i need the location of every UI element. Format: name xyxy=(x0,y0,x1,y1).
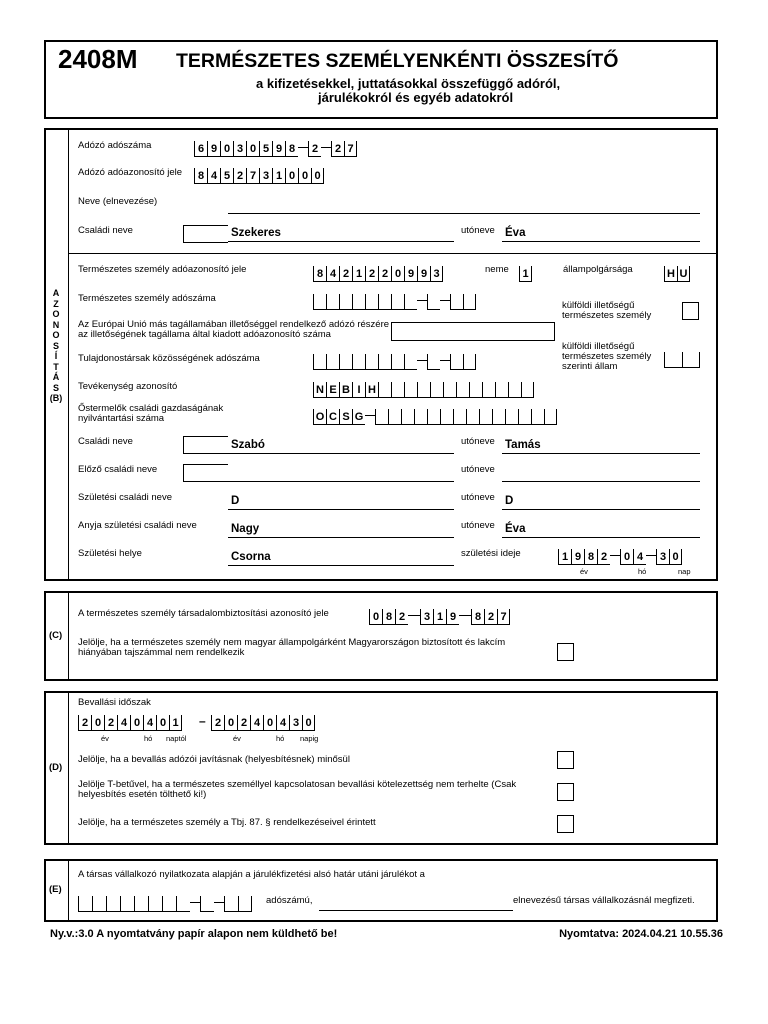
birth-date-label: születési ideje xyxy=(461,548,521,559)
family-name-label: Családi neve xyxy=(78,225,133,236)
tax-number-label: Adózó adószáma xyxy=(78,140,152,151)
birth-date-field[interactable]: 1 9 8 2 0 4 3 0 xyxy=(558,547,682,565)
mother-family-name-underline xyxy=(228,537,454,538)
company-name-field[interactable] xyxy=(228,213,700,214)
b-family-name-value[interactable]: Szabó xyxy=(231,439,265,451)
mother-first-name-underline xyxy=(502,537,700,538)
to-day-sublabel: napig xyxy=(300,734,319,743)
company-name-input[interactable] xyxy=(319,910,513,911)
birth-month-sublabel: hó xyxy=(638,567,647,576)
taj-label: A természetes személy társadalombiztosítási azonosító jele xyxy=(78,608,329,619)
citizenship-label: állampolgársága xyxy=(563,264,633,275)
family-name-value[interactable]: Szekeres xyxy=(231,227,281,239)
correction-label: Jelölje, ha a bevallás adózói javításnak (helyesbítésnek) minősül xyxy=(78,754,350,765)
birth-first-name-value[interactable]: D xyxy=(505,495,514,507)
tax-id-label: Adózó adóazonosító jele xyxy=(78,167,183,178)
birth-first-name-underline xyxy=(502,509,700,510)
person-tax-number-label: Természetes személy adószáma xyxy=(78,293,216,304)
tax-number-field[interactable]: 6 9 0 3 0 5 9 8 2 2 7 xyxy=(194,139,357,157)
from-month-sublabel: hó xyxy=(144,734,153,743)
family-name-underline xyxy=(228,241,454,242)
tax-id-field[interactable]: 8 4 5 2 7 3 1 0 0 0 xyxy=(194,166,324,184)
prev-family-name-underline xyxy=(228,481,454,482)
company-suffix: elnevezésű társas vállalkozásnál megfizeti. xyxy=(513,895,695,906)
b-family-name-prefix-box[interactable] xyxy=(183,436,228,454)
b-first-name-label: utóneve xyxy=(461,436,495,447)
activity-id-label: Tevékenység azonosító xyxy=(78,381,178,392)
correction-checkbox[interactable] xyxy=(557,751,574,769)
section-a-b-divider xyxy=(68,253,717,254)
no-taj-label: Jelölje, ha a természetes személy nem magyar állampolgárként Magyarországon biztosított és lakcím hiányában tajszámmal nem rendelkezik xyxy=(78,637,506,658)
birth-family-name-label: Születési családi neve xyxy=(78,492,172,503)
foreign-resident-checkbox[interactable] xyxy=(682,302,699,320)
foreign-state-field[interactable] xyxy=(664,350,700,368)
period-to-field[interactable]: 2 0 2 4 0 4 3 0 xyxy=(211,713,315,731)
period-separator: – xyxy=(199,714,206,728)
left-column-divider xyxy=(68,129,69,580)
section-d-divider xyxy=(68,692,69,844)
producer-id-label: Őstermelők családi gazdaságának nyilvántartási száma xyxy=(78,403,224,424)
birth-family-name-underline xyxy=(228,509,454,510)
section-e-tag: (E) xyxy=(49,884,62,895)
tbj-label: Jelölje, ha a természetes személy a Tbj. 87. § rendelkezéseivel érintett xyxy=(78,817,376,828)
mother-first-name-value[interactable]: Éva xyxy=(505,523,526,535)
first-name-label: utóneve xyxy=(461,225,495,236)
mother-family-name-value[interactable]: Nagy xyxy=(231,523,260,535)
producer-id-field[interactable]: O C S G xyxy=(313,407,557,425)
citizenship-field[interactable]: H U xyxy=(664,264,690,282)
form-title: TERMÉSZETES SZEMÉLYENKÉNTI ÖSSZESÍTŐ xyxy=(176,50,619,72)
first-name-value[interactable]: Éva xyxy=(505,227,526,239)
tbj-checkbox[interactable] xyxy=(557,815,574,833)
birth-first-name-label: utóneve xyxy=(461,492,495,503)
eu-tax-id-label: Az Európai Unió más tagállamában illetőséggel rendelkező adózó részére az illetőségének tagállama által kiadott adóazonosító száma xyxy=(78,319,390,340)
b-family-name-underline xyxy=(228,453,454,454)
person-id-label: Természetes személy adóazonosító jele xyxy=(78,264,247,275)
foreign-state-label: külföldi illetőségű természetes személy szerinti állam xyxy=(562,341,652,372)
from-day-sublabel: naptól xyxy=(166,734,187,743)
form-code: 2408M xyxy=(58,44,138,74)
family-name-prefix-box[interactable] xyxy=(183,225,228,243)
no-taj-checkbox[interactable] xyxy=(557,643,574,661)
b-first-name-underline xyxy=(502,453,700,454)
first-name-underline xyxy=(502,241,700,242)
activity-id-field[interactable]: N E B I H xyxy=(313,380,534,398)
form-subtitle-2: járulékokról és egyéb adatokról xyxy=(318,90,514,105)
co-owner-tax-number-field[interactable] xyxy=(313,352,476,370)
birth-place-underline xyxy=(228,565,454,566)
section-c-tag: (C) xyxy=(49,630,63,641)
t-letter-checkbox[interactable] xyxy=(557,783,574,801)
b-first-name-value[interactable]: Tamás xyxy=(505,439,541,451)
mother-first-name-label: utóneve xyxy=(461,520,495,531)
section-d-tag: (D) xyxy=(49,762,63,773)
birth-year-sublabel: év xyxy=(580,567,588,576)
birth-family-name-value[interactable]: D xyxy=(231,495,240,507)
t-letter-label: Jelölje T-betűvel, ha a természetes személlyel kapcsolatosan bevallási kötelezettség nem terhelte (Csak helyesbítés esetén tölthető ki!) xyxy=(78,779,517,800)
prev-first-name-label: utóneve xyxy=(461,464,495,475)
from-year-sublabel: év xyxy=(101,734,109,743)
company-name-label: Neve (elnevezése) xyxy=(78,196,158,207)
section-e-divider xyxy=(68,860,69,921)
b-family-name-label: Családi neve xyxy=(78,436,133,447)
gender-field[interactable]: 1 xyxy=(519,264,532,282)
section-c-frame xyxy=(44,591,718,681)
person-tax-number-field[interactable] xyxy=(313,292,476,310)
foreign-resident-label: külföldi illetőségű természetes személy xyxy=(562,300,652,321)
tax-number-suffix: adószámú, xyxy=(266,895,313,906)
statement-label: A társas vállalkozó nyilatkozata alapján a járulékfizetési alsó határ utáni járulékot a xyxy=(78,869,425,880)
prev-first-name-underline xyxy=(502,481,700,482)
to-month-sublabel: hó xyxy=(276,734,285,743)
footer-print-date: Nyomtatva: 2024.04.21 10.55.36 xyxy=(559,928,723,940)
taj-field[interactable]: 0 8 2 3 1 9 8 2 7 xyxy=(369,607,510,625)
birth-place-value[interactable]: Csorna xyxy=(231,551,271,563)
period-from-field[interactable]: 2 0 2 4 0 4 0 1 xyxy=(78,713,182,731)
mother-family-name-label: Anyja születési családi neve xyxy=(78,520,197,531)
prev-family-name-label: Előző családi neve xyxy=(78,464,158,475)
period-label: Bevallási időszak xyxy=(78,697,151,708)
co-owner-tax-number-label: Tulajdonostársak közösségének adószáma xyxy=(78,353,260,364)
section-c-divider xyxy=(68,592,69,680)
eu-tax-id-field[interactable] xyxy=(391,322,555,341)
footer-notice: Ny.v.:3.0 A nyomtatvány papír alapon nem küldhető be! xyxy=(50,928,338,940)
form-subtitle-1: a kifizetésekkel, juttatásokkal összefüggő adóról, xyxy=(256,76,561,91)
to-year-sublabel: év xyxy=(233,734,241,743)
birth-day-sublabel: nap xyxy=(678,567,691,576)
birth-place-label: Születési helye xyxy=(78,548,142,559)
company-tax-number-field[interactable] xyxy=(78,894,252,912)
vertical-section-label: A Z O N O S Í T Á S (B) xyxy=(49,288,63,403)
gender-label: neme xyxy=(485,264,509,275)
prev-family-name-prefix-box[interactable] xyxy=(183,464,228,482)
person-id-field[interactable]: 8 4 2 1 2 2 0 9 9 3 xyxy=(313,264,443,282)
